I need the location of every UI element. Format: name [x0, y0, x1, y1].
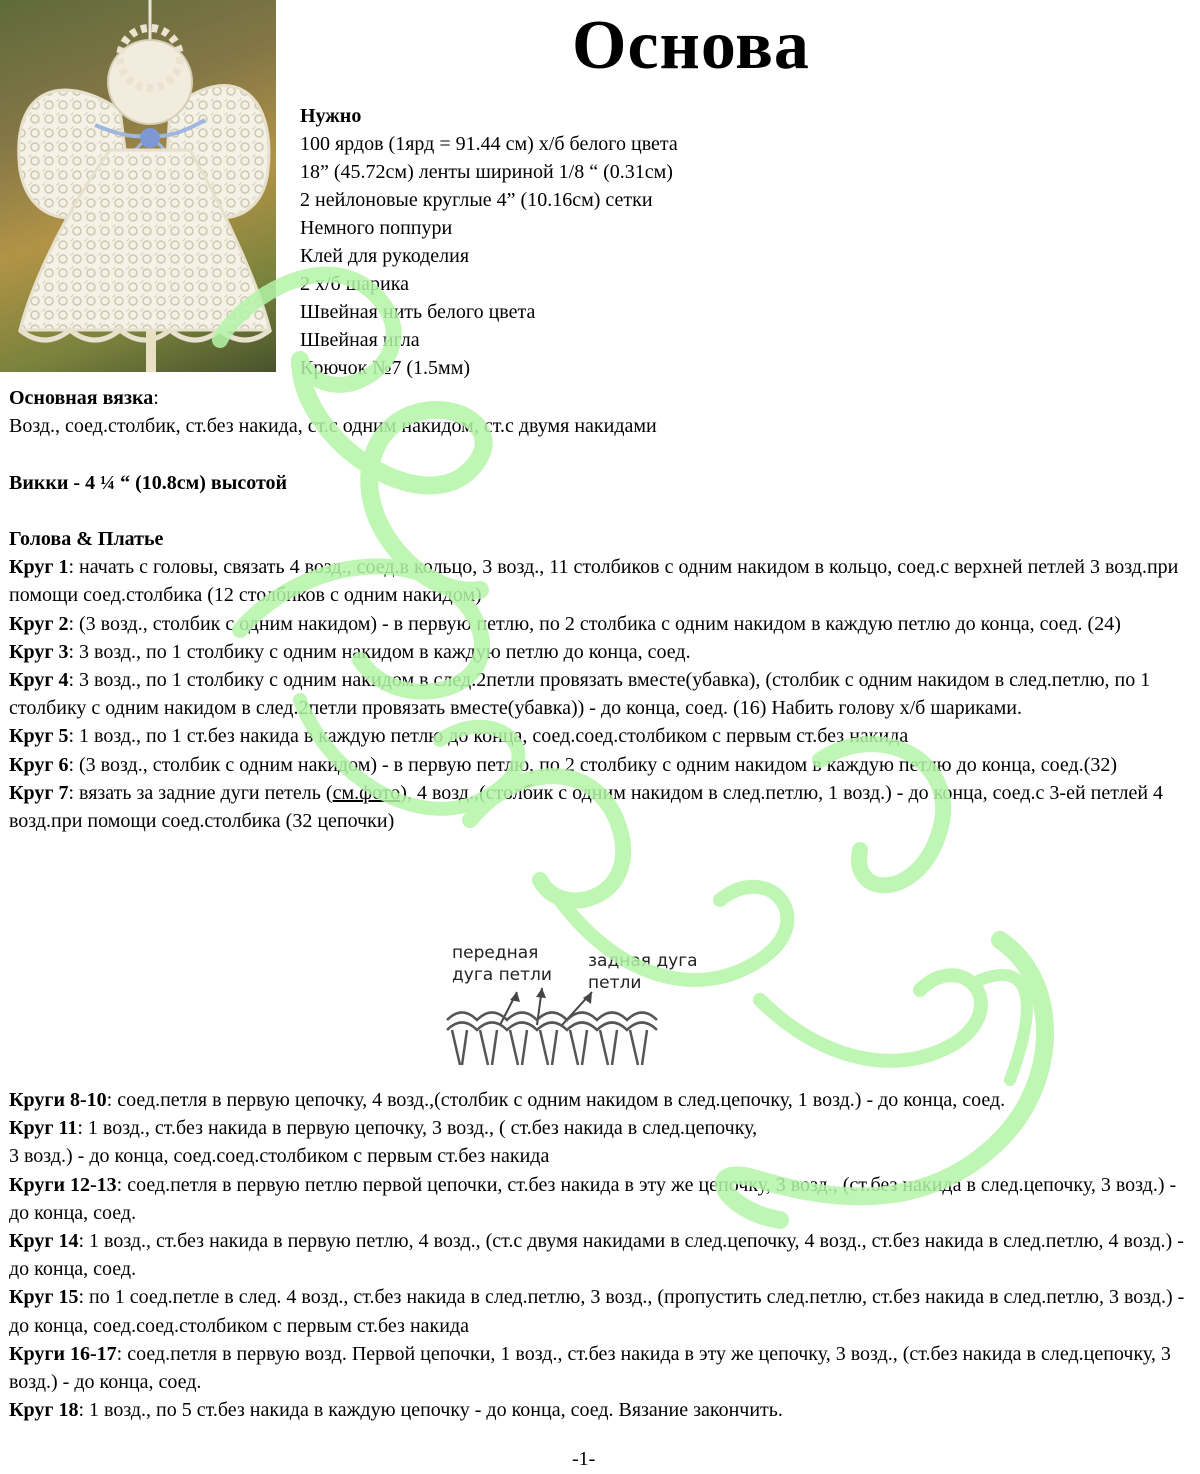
material-item: 100 ярдов (1ярд = 91.44 см) х/б белого цвета — [300, 133, 678, 155]
round-text: : по 1 соед.петле в след. 4 возд., ст.без накида в след.петлю, 3 возд., (пропустить след.петлю, ст.без накида в след.петлю, 3 возд.) - до конца, соед.соед.столбиком с первым ст.без накида — [9, 1286, 1185, 1337]
material-item: Швейная нить белого цвета — [300, 301, 536, 323]
round-label: Круг 18 — [9, 1399, 79, 1422]
materials-list — [300, 102, 678, 382]
round-text: : 3 возд., по 1 столбику с одним накидом в след.2петли провязать вместе(убавка), (столбик с одним накидом в след.петлю, по 1 столбику с одним накидом в след.2петли провязать вместе(убавка)) - до конца, соед. (16) Набить голову х/б шариками. — [9, 669, 1151, 720]
round-label: Круг 6 — [9, 753, 69, 776]
round-label: Круг 14 — [9, 1230, 79, 1253]
round-label: Круг 11 — [9, 1117, 78, 1140]
diagram-front-label-2: дуга петли — [452, 965, 552, 985]
round-paragraph — [9, 751, 1189, 779]
round-text: : начать с головы, связать 4 возд., соед.в кольцо, 3 возд., 11 столбиков с одним накидом в кольцо, соед.с верхней петлей 3 возд.при помощи соед.столбика (12 столбиков с одним накидом) — [9, 556, 1179, 607]
round-label: Круг 2 — [9, 612, 69, 635]
round-label: Круг 3 — [9, 640, 69, 663]
round-label: Круг 5 — [9, 725, 69, 748]
angel-illustration — [0, 0, 276, 372]
round-label: Круги 12-13 — [9, 1173, 117, 1196]
round-paragraph — [9, 553, 1189, 609]
angel-photo — [0, 0, 276, 372]
material-item: Немного поппури — [300, 217, 453, 239]
round-paragraph — [9, 1283, 1189, 1339]
page-title: Основа — [572, 7, 810, 84]
round-paragraph — [9, 638, 1189, 666]
photo-link[interactable]: см.фото — [332, 781, 401, 804]
round-text: : 1 возд., ст.без накида в первую цепочку, 3 возд., ( ст.без накида в след.цепочку, — [77, 1117, 758, 1140]
material-item: 18” (45.72см) ленты шириной 1/8 “ (0.31см) — [300, 161, 673, 183]
stitch-diagram-drawing — [422, 930, 722, 1070]
basic-stitches-heading — [9, 384, 1189, 412]
round-text: : 3 возд., по 1 столбику с одним накидом в каждую петлю до конца, соед. — [68, 640, 691, 663]
round-label: Круг 1 — [9, 556, 69, 579]
material-item: 2 х/б шарика — [300, 273, 410, 295]
round-paragraph — [9, 1396, 1189, 1424]
round-paragraph — [9, 1086, 1189, 1114]
round-paragraph — [9, 1171, 1189, 1227]
material-item: Швейная игла — [300, 329, 420, 351]
round-text: : 1 возд., по 5 ст.без накида в каждую цепочку - до конца, соед. Вязание закончить. — [78, 1399, 783, 1422]
diagram-back-label-2: петли — [588, 973, 642, 993]
round-paragraph — [9, 1227, 1189, 1283]
round-paragraph — [9, 1114, 1189, 1142]
stitch-diagram — [422, 930, 722, 1070]
material-item: Клей для рукоделия — [300, 245, 470, 267]
round-text: : вязать за задние дуги петель ( — [68, 781, 333, 804]
round-text: : соед.петля в первую цепочку, 4 возд.,(столбик с одним накидом в след.цепочку, 1 возд.) - до конца, соед. — [106, 1089, 1006, 1111]
round-label: Круг 7 — [9, 781, 69, 804]
round-label: Круг 4 — [9, 669, 69, 691]
size-line: Викки - 4 ¼ “ (10.8см) высотой — [9, 471, 288, 494]
basic-stitches-text: Возд., соед.столбик, ст.без накида, ст.с одним накидом, ст.с двумя накидами — [9, 415, 657, 438]
round-paragraph — [9, 779, 1189, 835]
instructions-part2 — [9, 1086, 1189, 1424]
round-paragraph — [9, 722, 1189, 750]
basic-stitches-label: Основная вязка — [9, 387, 154, 409]
round-paragraph — [9, 1142, 1189, 1170]
materials-heading: Нужно — [300, 105, 362, 127]
material-item: 2 нейлоновые круглые 4” (10.16см) сетки — [300, 189, 653, 211]
round-label: Круги 8-10 — [9, 1089, 107, 1111]
round-text: : (3 возд., столбик с одним накидом) - в первую петлю, по 2 столбика с одним накидом в каждую петлю до конца, соед. (24) — [68, 612, 1121, 635]
basic-stitches-colon: : — [153, 387, 159, 409]
page-number: -1- — [572, 1448, 596, 1470]
round-label: Круги 16-17 — [9, 1342, 117, 1365]
section-heading: Голова & Платье — [9, 527, 164, 550]
round-text: ), 4 возд.,(столбик с одним накидом в след.петлю, 1 возд.) - до конца, соед.с 3-ей петлей 4 возд.при помощи соед.столбика (32 цепочки) — [9, 781, 1164, 833]
diagram-front-label-1: передная — [452, 943, 539, 963]
round-text: : соед.петля в первую возд. Первой цепочки, 1 возд., ст.без накида в эту же цепочку, 3 возд., (ст.без накида в след.цепочку, 3 возд.) - до конца, соед. — [9, 1342, 1171, 1394]
round-label: Круг 15 — [9, 1286, 79, 1309]
round-text: : (3 возд., столбик с одним накидом) - в первую петлю, по 2 столбику с одним накидом в каждую петлю до конца, соед.(32) — [68, 753, 1118, 776]
instructions-part1 — [9, 384, 1189, 835]
round-text: 3 возд.) - до конца, соед.соед.столбиком с первым ст.без накида — [9, 1145, 550, 1168]
round-paragraph — [9, 666, 1189, 722]
round-text: : 1 возд., ст.без накида в первую петлю, 4 возд., (ст.с двумя накидами в след.цепочку, 4 возд., ст.без накида в след.петлю, 4 возд.) - до конца, соед. — [9, 1230, 1184, 1281]
material-item: Крючок №7 (1.5мм) — [300, 357, 471, 379]
round-text: : 1 возд., по 1 ст.без накида в каждую петлю до конца, соед.соед.столбиком с первым ст.без накида — [68, 725, 909, 748]
round-text: : соед.петля в первую петлю первой цепочки, ст.без накида в эту же цепочку, 3 возд., (ст.без накида в след.цепочку, 3 возд.) - до конца, соед. — [9, 1173, 1177, 1224]
round-paragraph — [9, 610, 1189, 638]
round-paragraph — [9, 1340, 1189, 1396]
diagram-back-label-1: задная дуга — [588, 951, 698, 971]
